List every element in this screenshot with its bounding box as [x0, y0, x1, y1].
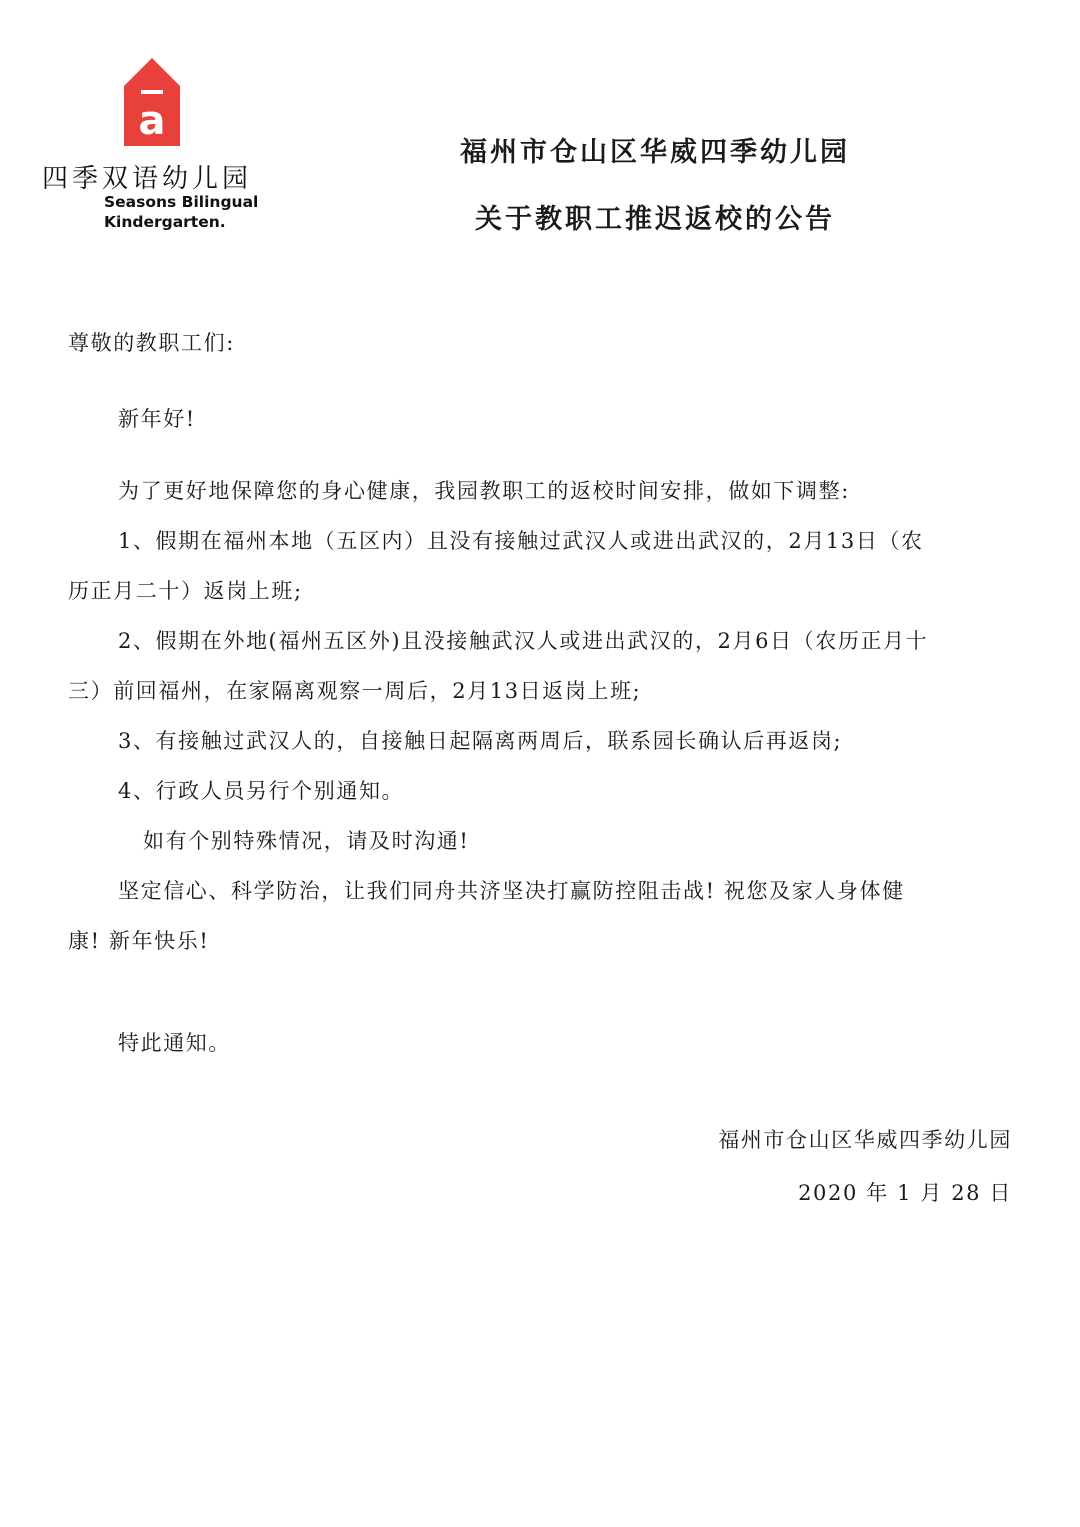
item-1-line2: 历正月二十）返岗上班;	[68, 579, 303, 603]
salutation: 尊敬的教职工们:	[68, 331, 235, 355]
intro-paragraph: 为了更好地保障您的身心健康，我园教职工的返校时间安排，做如下调整:	[118, 479, 850, 503]
logo-mark-letter: a	[138, 98, 166, 144]
signature-date: 2020 年 1 月 28 日	[798, 1181, 1012, 1205]
document-title-line1: 福州市仓山区华威四季幼儿园	[460, 137, 850, 168]
item-2-line2: 三）前回福州，在家隔离观察一周后，2月13日返岗上班;	[68, 679, 642, 703]
signature-organization: 福州市仓山区华威四季幼儿园	[718, 1128, 1012, 1152]
house-logo-icon	[122, 56, 182, 148]
logo-english-name	[104, 192, 258, 232]
greeting: 新年好!	[118, 407, 196, 431]
special-note: 如有个别特殊情况，请及时沟通!	[143, 829, 470, 853]
logo-english-line2: Kindergarten.	[104, 213, 226, 231]
logo-english-line1: Seasons Bilingual	[104, 193, 259, 211]
notice-statement: 特此通知。	[118, 1031, 231, 1055]
closing-line1: 坚定信心、科学防治，让我们同舟共济坚决打赢防控阻击战! 祝您及家人身体健	[118, 879, 905, 903]
item-3: 3、有接触过武汉人的，自接触日起隔离两周后，联系园长确认后再返岗;	[118, 729, 843, 753]
item-4: 4、行政人员另行个别通知。	[118, 779, 405, 803]
kindergarten-logo	[42, 56, 272, 236]
document-title-line2: 关于教职工推迟返校的公告	[475, 204, 835, 235]
item-1-line1: 1、假期在福州本地（五区内）且没有接触过武汉人或进出武汉的，2月13日（农	[118, 529, 924, 553]
logo-chinese-name: 四季双语幼儿园	[42, 164, 253, 194]
closing-line2: 康! 新年快乐!	[68, 929, 210, 953]
item-2-line1: 2、假期在外地(福州五区外)且没接触武汉人或进出武汉的，2月6日（农历正月十	[118, 629, 929, 653]
